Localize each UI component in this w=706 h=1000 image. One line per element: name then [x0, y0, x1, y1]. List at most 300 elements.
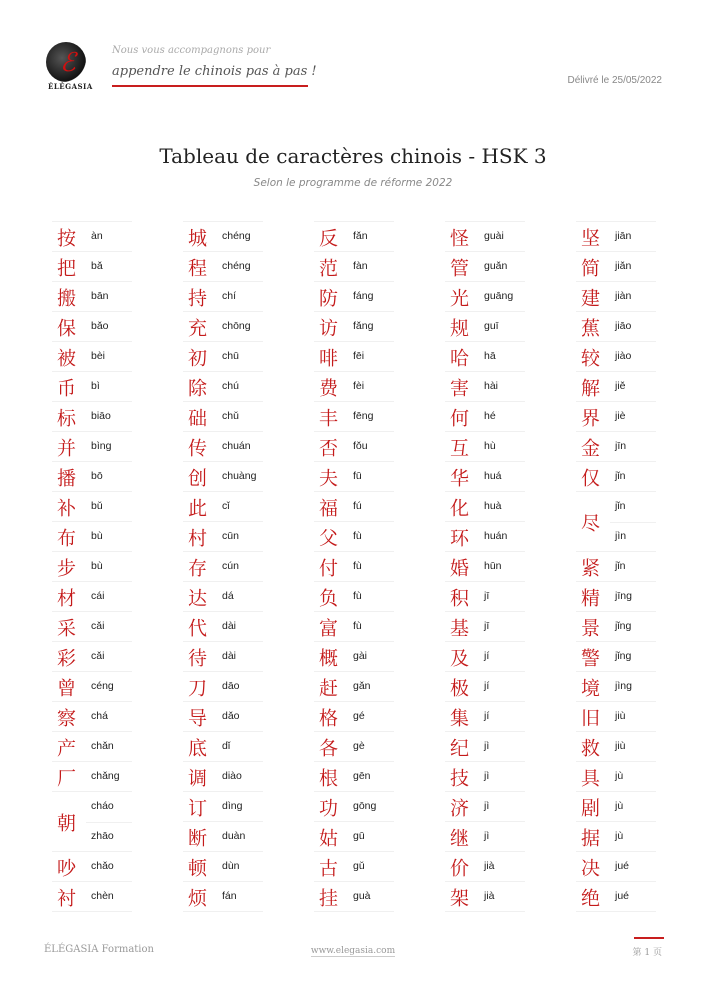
- character-entry: [314, 881, 394, 911]
- character-entry: [445, 881, 525, 911]
- pinyin: dài: [222, 620, 237, 632]
- character-entry: [445, 491, 525, 521]
- character-entry: [183, 401, 263, 431]
- hanzi-character: 步: [57, 557, 77, 579]
- character-entry: [314, 791, 394, 821]
- hanzi-character: 集: [450, 707, 470, 729]
- hanzi-character: 负: [319, 587, 339, 609]
- character-entry: [52, 881, 132, 911]
- character-entry: [445, 551, 525, 581]
- character-entry: [445, 821, 525, 851]
- pinyin: bìng: [91, 440, 112, 452]
- hanzi-character: 采: [57, 617, 77, 639]
- character-entry: [183, 461, 263, 491]
- hanzi-character: 夫: [319, 467, 339, 489]
- pinyin: chuán: [222, 440, 251, 452]
- character-entry: [576, 221, 656, 251]
- issue-date: Délivré le 25/05/2022: [567, 75, 662, 86]
- slogan-line-2: appendre le chinois pas à pas !: [112, 64, 317, 79]
- character-entry: [445, 371, 525, 401]
- pinyin: jí: [484, 710, 490, 722]
- character-entry: [183, 641, 263, 671]
- character-entry: [445, 401, 525, 431]
- hanzi-character: 婚: [450, 557, 470, 579]
- hanzi-character: 父: [319, 527, 339, 549]
- pinyin: jì: [484, 770, 490, 782]
- hanzi-character: 及: [450, 647, 470, 669]
- hanzi-character: 救: [581, 737, 601, 759]
- hanzi-character: 据: [581, 827, 601, 849]
- pinyin: fǒu: [353, 440, 368, 452]
- table-bottom-border: [445, 911, 525, 912]
- character-entry: [314, 311, 394, 341]
- pinyin: jì: [484, 740, 490, 752]
- pinyin: gè: [353, 740, 365, 752]
- pinyin: guà: [353, 890, 371, 902]
- footer-company: ÉLÉGASIA Formation: [44, 944, 154, 955]
- hanzi-character: 反: [319, 227, 339, 249]
- hanzi-character: 顿: [188, 857, 208, 879]
- character-entry: [445, 731, 525, 761]
- pinyin: jī: [484, 620, 490, 632]
- pinyin: bō: [91, 470, 103, 482]
- hanzi-character: 达: [188, 587, 208, 609]
- character-entry: [314, 821, 394, 851]
- character-entry: [445, 521, 525, 551]
- character-entry: [314, 401, 394, 431]
- character-entry: [183, 611, 263, 641]
- hanzi-character: 旧: [581, 707, 601, 729]
- hanzi-character: 化: [450, 497, 470, 519]
- character-entry: [183, 281, 263, 311]
- pinyin: guāng: [484, 290, 514, 302]
- pinyin: jiè: [615, 410, 626, 422]
- hanzi-character: 察: [57, 707, 77, 729]
- pinyin: gū: [353, 830, 365, 842]
- hanzi-character: 存: [188, 557, 208, 579]
- character-entry: [445, 431, 525, 461]
- pinyin: bǔ: [91, 500, 103, 512]
- hanzi-character: 绝: [581, 887, 601, 909]
- character-entry: [314, 611, 394, 641]
- character-entry: [183, 311, 263, 341]
- character-entry: [576, 581, 656, 611]
- character-entry: [576, 341, 656, 371]
- character-entry: [183, 551, 263, 581]
- pinyin: jī: [484, 590, 490, 602]
- character-entry: [576, 701, 656, 731]
- pinyin: jǐng: [615, 620, 632, 632]
- hanzi-character: 程: [188, 257, 208, 279]
- pinyin: gé: [353, 710, 365, 722]
- pinyin: jí: [484, 680, 490, 692]
- hanzi-character: 底: [188, 737, 208, 759]
- character-entry: [183, 851, 263, 881]
- hanzi-character: 待: [188, 647, 208, 669]
- hanzi-character: 基: [450, 617, 470, 639]
- hanzi-character: 架: [450, 887, 470, 909]
- pinyin: chí: [222, 290, 237, 302]
- hanzi-character: 搬: [57, 287, 77, 309]
- character-entry: [52, 431, 132, 461]
- pinyin: cǎi: [91, 620, 105, 632]
- character-entry: [576, 311, 656, 341]
- hanzi-character: 蕉: [581, 317, 601, 339]
- character-entry: [314, 461, 394, 491]
- hanzi-character: 被: [57, 347, 77, 369]
- pinyin: fù: [353, 590, 362, 602]
- pinyin: chèn: [91, 890, 114, 902]
- pinyin: jiāo: [615, 320, 632, 332]
- hanzi-character: 挂: [319, 887, 339, 909]
- pinyin: biāo: [91, 410, 111, 422]
- pinyin: chú: [222, 380, 239, 392]
- pinyin: zhāo: [91, 830, 114, 842]
- character-entry: [314, 551, 394, 581]
- pinyin: fù: [353, 530, 362, 542]
- pinyin: cháo: [91, 800, 114, 812]
- character-entry: [52, 791, 132, 851]
- pinyin: jù: [615, 830, 624, 842]
- pinyin: jīn: [615, 440, 627, 452]
- pinyin: huá: [484, 470, 502, 482]
- character-entry: [52, 521, 132, 551]
- hanzi-character: 丰: [319, 407, 339, 429]
- character-entry: [314, 731, 394, 761]
- character-entry: [52, 851, 132, 881]
- pinyin: jiù: [615, 710, 626, 722]
- footer-website-link[interactable]: www.elegasia.com: [310, 946, 396, 956]
- hanzi-character: 紧: [581, 557, 601, 579]
- pinyin: jì: [484, 830, 490, 842]
- pinyin: dǎo: [222, 710, 240, 722]
- pinyin: jǐng: [615, 650, 632, 662]
- pinyin: jiù: [615, 740, 626, 752]
- pinyin: àn: [91, 230, 103, 242]
- hanzi-character: 补: [57, 497, 77, 519]
- character-entry: [52, 611, 132, 641]
- character-entry: [314, 371, 394, 401]
- hanzi-character: 建: [581, 287, 601, 309]
- hanzi-character: 调: [188, 767, 208, 789]
- hanzi-character: 啡: [319, 347, 339, 369]
- hanzi-character: 景: [581, 617, 601, 639]
- character-entry: [52, 641, 132, 671]
- pinyin: jiān: [615, 230, 632, 242]
- character-entry: [52, 401, 132, 431]
- pinyin: hài: [484, 380, 499, 392]
- hanzi-character: 衬: [57, 887, 77, 909]
- character-entry: [52, 311, 132, 341]
- character-entry: [183, 761, 263, 791]
- table-bottom-border: [183, 911, 263, 912]
- logo-text: ÉLÉGASIA: [48, 82, 93, 91]
- hanzi-character: 概: [319, 647, 339, 669]
- pinyin: bù: [91, 530, 103, 542]
- hanzi-character: 充: [188, 317, 208, 339]
- character-entry: [576, 431, 656, 461]
- character-entry: [314, 671, 394, 701]
- character-entry: [183, 521, 263, 551]
- character-entry: [183, 701, 263, 731]
- hanzi-character: 具: [581, 767, 601, 789]
- character-entry: [576, 401, 656, 431]
- pinyin: jiě: [615, 380, 626, 392]
- pinyin: jí: [484, 650, 490, 662]
- pinyin: fù: [353, 620, 362, 632]
- pinyin: chōng: [222, 320, 251, 332]
- hanzi-character: 范: [319, 257, 339, 279]
- character-entry: [576, 761, 656, 791]
- hanzi-character: 坚: [581, 227, 601, 249]
- pinyin: fǎn: [353, 230, 368, 242]
- character-entry: [183, 671, 263, 701]
- character-entry: [52, 371, 132, 401]
- pinyin: jiǎn: [615, 260, 632, 272]
- hanzi-character: 极: [450, 677, 470, 699]
- footer-accent-bar: [634, 937, 664, 939]
- character-entry: [183, 821, 263, 851]
- character-entry: [576, 881, 656, 911]
- character-entry: [576, 251, 656, 281]
- hanzi-character: 把: [57, 257, 77, 279]
- hanzi-character: 解: [581, 377, 601, 399]
- pinyin: dāo: [222, 680, 240, 692]
- character-entry: [52, 341, 132, 371]
- character-entry: [576, 851, 656, 881]
- hanzi-character: 播: [57, 467, 77, 489]
- pinyin: jù: [615, 770, 624, 782]
- character-entry: [52, 701, 132, 731]
- pinyin: chuàng: [222, 470, 257, 482]
- hanzi-character: 吵: [57, 857, 77, 879]
- hanzi-character: 按: [57, 227, 77, 249]
- hanzi-character: 济: [450, 797, 470, 819]
- character-entry: [183, 491, 263, 521]
- pinyin: jǐn: [615, 560, 626, 572]
- hanzi-character: 根: [319, 767, 339, 789]
- logo-swirl: ℰ: [60, 48, 76, 78]
- pinyin: bǎ: [91, 260, 103, 272]
- hanzi-character: 订: [188, 797, 208, 819]
- pinyin: chǎo: [91, 860, 114, 872]
- page-title: Tableau de caractères chinois - HSK 3: [159, 144, 547, 168]
- pinyin: dǐ: [222, 740, 231, 752]
- pinyin: guī: [484, 320, 499, 332]
- pinyin: bān: [91, 290, 109, 302]
- hanzi-character: 代: [188, 617, 208, 639]
- character-entry: [314, 761, 394, 791]
- pinyin: jīng: [615, 590, 632, 602]
- hanzi-character: 害: [450, 377, 470, 399]
- pinyin: duàn: [222, 830, 246, 842]
- character-entry: [445, 641, 525, 671]
- slogan-line-1: Nous vous accompagnons pour: [112, 45, 271, 56]
- hanzi-character: 各: [319, 737, 339, 759]
- pinyin: chǎng: [91, 770, 120, 782]
- pinyin: bù: [91, 560, 103, 572]
- row-divider: [610, 522, 656, 523]
- character-entry: [445, 671, 525, 701]
- pinyin: chǔ: [222, 410, 239, 422]
- character-entry: [314, 701, 394, 731]
- hanzi-character: 断: [188, 827, 208, 849]
- character-entry: [314, 281, 394, 311]
- character-entry: [576, 821, 656, 851]
- hanzi-character: 尽: [581, 512, 601, 534]
- character-entry: [576, 641, 656, 671]
- character-entry: [576, 671, 656, 701]
- character-entry: [314, 851, 394, 881]
- table-bottom-border: [52, 911, 132, 912]
- hanzi-character: 导: [188, 707, 208, 729]
- hanzi-character: 何: [450, 407, 470, 429]
- hanzi-character: 赶: [319, 677, 339, 699]
- pinyin: jìng: [615, 680, 632, 692]
- pinyin: gōng: [353, 800, 377, 812]
- hanzi-character: 仅: [581, 467, 601, 489]
- character-entry: [52, 671, 132, 701]
- pinyin: chá: [91, 710, 108, 722]
- character-entry: [314, 221, 394, 251]
- character-entry: [52, 221, 132, 251]
- pinyin: hù: [484, 440, 496, 452]
- pinyin: jì: [484, 800, 490, 812]
- hanzi-character: 初: [188, 347, 208, 369]
- pinyin: bèi: [91, 350, 106, 362]
- hanzi-character: 继: [450, 827, 470, 849]
- pinyin: cái: [91, 590, 105, 602]
- hanzi-character: 费: [319, 377, 339, 399]
- hanzi-character: 保: [57, 317, 77, 339]
- hanzi-character: 城: [188, 227, 208, 249]
- character-entry: [183, 371, 263, 401]
- hanzi-character: 警: [581, 647, 601, 669]
- character-entry: [576, 551, 656, 581]
- character-entry: [576, 371, 656, 401]
- hanzi-character: 功: [319, 797, 339, 819]
- pinyin: guǎn: [484, 260, 508, 272]
- pinyin: huán: [484, 530, 508, 542]
- pinyin: bì: [91, 380, 100, 392]
- pinyin: guài: [484, 230, 504, 242]
- character-entry: [183, 221, 263, 251]
- hanzi-character: 较: [581, 347, 601, 369]
- row-divider: [86, 822, 132, 823]
- hanzi-character: 哈: [450, 347, 470, 369]
- hanzi-character: 纪: [450, 737, 470, 759]
- character-entry: [52, 581, 132, 611]
- pinyin: gēn: [353, 770, 371, 782]
- hanzi-character: 刀: [188, 677, 208, 699]
- hanzi-character: 华: [450, 467, 470, 489]
- character-entry: [576, 791, 656, 821]
- character-entry: [314, 581, 394, 611]
- character-entry: [183, 731, 263, 761]
- pinyin: dùn: [222, 860, 240, 872]
- table-column: [445, 221, 525, 912]
- pinyin: jià: [484, 890, 495, 902]
- hanzi-character: 础: [188, 407, 208, 429]
- pinyin: diào: [222, 770, 242, 782]
- pinyin: fù: [353, 560, 362, 572]
- page-number: 第 1 页: [632, 948, 662, 958]
- hanzi-character: 简: [581, 257, 601, 279]
- table-column: [183, 221, 263, 912]
- pinyin: fú: [353, 500, 362, 512]
- pinyin: jiàn: [615, 290, 632, 302]
- pinyin: bǎo: [91, 320, 109, 332]
- table-bottom-border: [314, 911, 394, 912]
- hanzi-character: 互: [450, 437, 470, 459]
- hanzi-character: 厂: [57, 767, 77, 789]
- hanzi-character: 剧: [581, 797, 601, 819]
- character-entry: [445, 791, 525, 821]
- pinyin: chéng: [222, 230, 251, 242]
- pinyin: fēng: [353, 410, 374, 422]
- pinyin: gǔ: [353, 860, 365, 872]
- pinyin: hé: [484, 410, 496, 422]
- pinyin: huà: [484, 500, 502, 512]
- hanzi-character: 精: [581, 587, 601, 609]
- hanzi-character: 格: [319, 707, 339, 729]
- character-entry: [52, 731, 132, 761]
- pinyin: gǎn: [353, 680, 371, 692]
- character-entry: [183, 251, 263, 281]
- hanzi-character: 布: [57, 527, 77, 549]
- hanzi-character: 价: [450, 857, 470, 879]
- hanzi-character: 并: [57, 437, 77, 459]
- character-entry: [183, 431, 263, 461]
- table-bottom-border: [576, 911, 656, 912]
- character-entry: [445, 851, 525, 881]
- character-entry: [445, 341, 525, 371]
- character-entry: [314, 431, 394, 461]
- character-entry: [445, 701, 525, 731]
- hanzi-character: 否: [319, 437, 339, 459]
- character-entry: [576, 731, 656, 761]
- slogan-underline: [112, 85, 308, 87]
- page-subtitle: Selon le programme de réforme 2022: [253, 177, 453, 189]
- hanzi-character: 朝: [57, 812, 77, 834]
- hanzi-character: 技: [450, 767, 470, 789]
- character-entry: [445, 461, 525, 491]
- hanzi-character: 付: [319, 557, 339, 579]
- character-entry: [52, 461, 132, 491]
- pinyin: céng: [91, 680, 114, 692]
- hanzi-character: 管: [450, 257, 470, 279]
- hanzi-character: 积: [450, 587, 470, 609]
- hanzi-character: 富: [319, 617, 339, 639]
- hanzi-character: 古: [319, 857, 339, 879]
- table-column: [314, 221, 394, 912]
- hanzi-character: 决: [581, 857, 601, 879]
- hanzi-character: 材: [57, 587, 77, 609]
- character-entry: [183, 791, 263, 821]
- hanzi-character: 此: [188, 497, 208, 519]
- hanzi-character: 币: [57, 377, 77, 399]
- character-entry: [52, 491, 132, 521]
- pinyin: fàn: [353, 260, 368, 272]
- hanzi-character: 怪: [450, 227, 470, 249]
- character-entry: [445, 251, 525, 281]
- pinyin: chū: [222, 350, 239, 362]
- character-entry: [314, 491, 394, 521]
- pinyin: fǎng: [353, 320, 374, 332]
- table-column: [52, 221, 132, 912]
- character-entry: [52, 551, 132, 581]
- hanzi-character: 界: [581, 407, 601, 429]
